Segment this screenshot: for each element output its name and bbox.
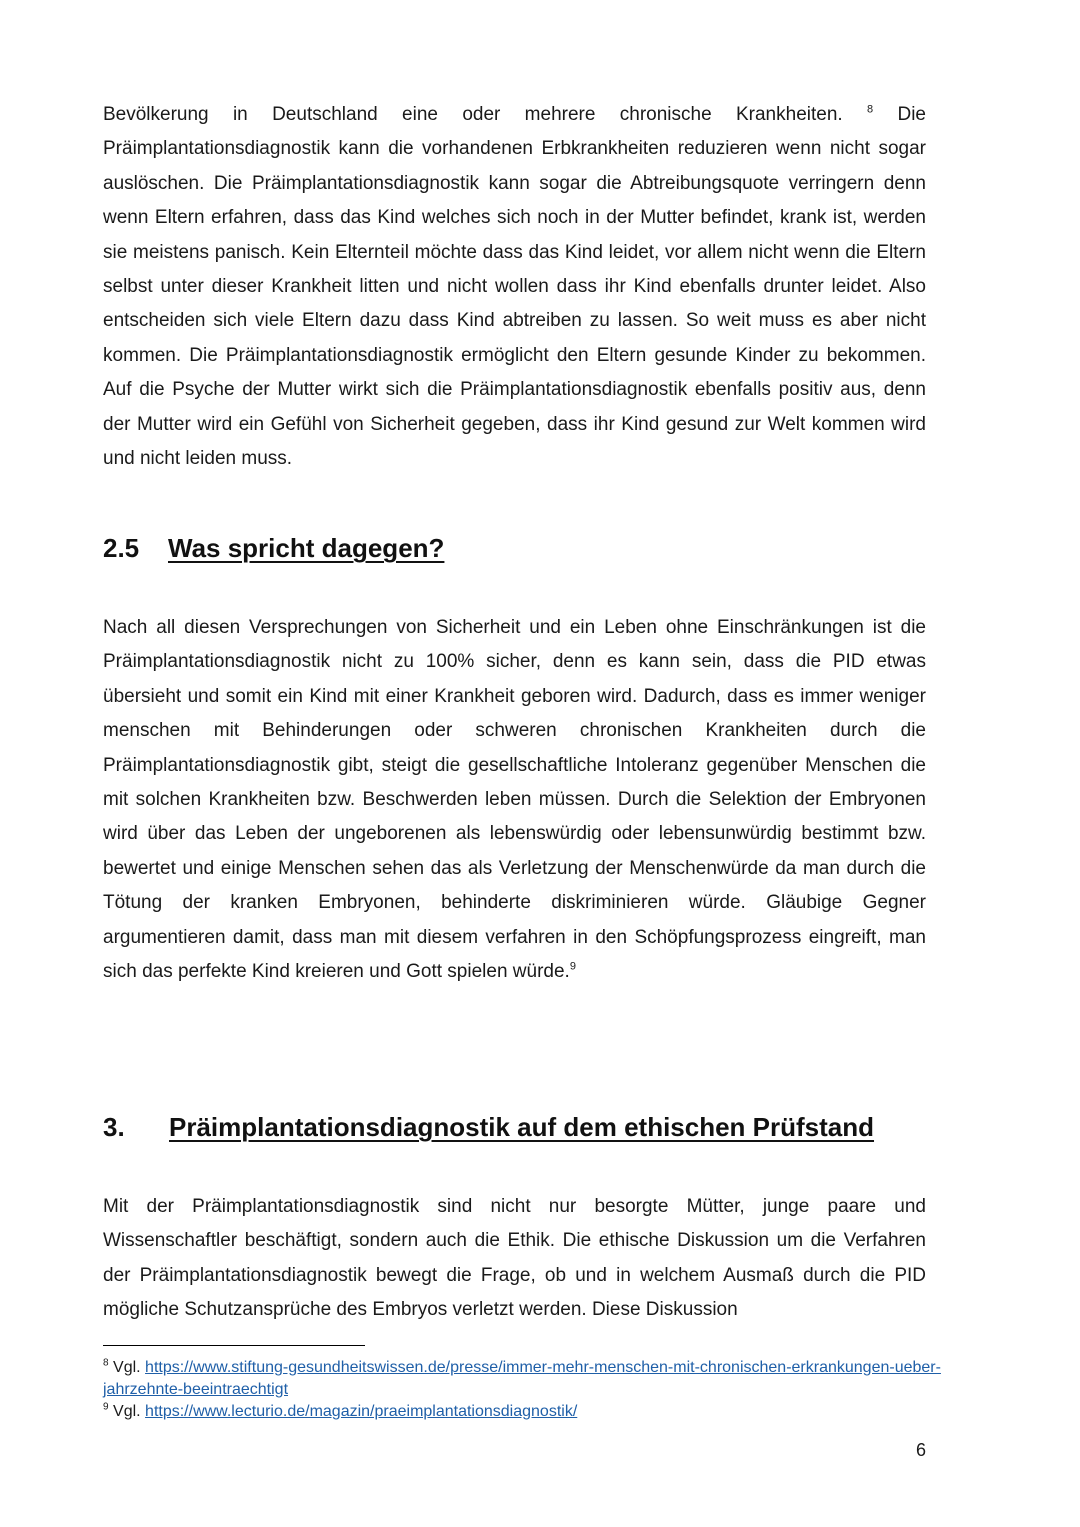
paragraph-text: Bevölkerung in Deutschland eine oder mehrere chronische Krankheiten.	[103, 104, 843, 125]
section-title: Was spricht dagegen?	[168, 533, 445, 563]
footnote-ref-8[interactable]: 8	[867, 103, 874, 116]
footnote-number: 8	[103, 1357, 109, 1369]
footnote-prefix: Vgl.	[113, 1403, 141, 1420]
footnote-divider	[103, 1345, 365, 1346]
paragraph-ethics	[103, 1190, 926, 1328]
footnote-prefix: Vgl.	[113, 1359, 141, 1376]
footnotes	[103, 1357, 963, 1423]
section-title: Präimplantationsdiagnostik auf dem ethischen Prüfstand	[169, 1112, 875, 1142]
paragraph-text: Nach all diesen Versprechungen von Sicherheit und ein Leben ohne Einschränkungen ist die Präimplantationsdiagnostik nicht zu 100% sicher, denn es kann sein, dass die PID etwas übersieht und somit ein Kind mit einer Krankheit geboren wird. Dadurch, dass es immer weniger menschen mit Behinderungen oder schweren chronischen Krankheiten durch die Präimplantationsdiagnostik gibt, steigt die gesellschaftliche Intoleranz gegenüber Menschen die mit solchen Krankheiten bzw. Beschwerden leben müssen. Durch die Selektion der Embryonen wird über das Leben der ungeborenen als lebenswürdig oder lebensunwürdig bestimmt bzw. bewertet und einige Menschen sehen das als Verletzung der Menschenwürde da man durch die Tötung der kranken Embryonen, behinderte diskriminieren würde. Gläubige Gegner argumentieren damit, dass man mit diesem verfahren in den Schöpfungsprozess eingreift, man sich das perfekte Kind kreieren und Gott spielen würde.	[103, 617, 926, 983]
footnote-9	[103, 1401, 963, 1423]
paragraph-text: Mit der Präimplantationsdiagnostik sind nicht nur besorgte Mütter, junge paare und Wissenschaftler beschäftigt, sondern auch die Ethik. Die ethische Diskussion um die Verfahren der Präimplantationsdiagnostik bewegt die Frage, ob und in welchem Ausmaß durch die PID mögliche Schutzansprüche des Embryos verletzt werden. Diese Diskussion	[103, 1196, 926, 1321]
paragraph-against	[103, 611, 926, 989]
section-heading-3	[103, 1112, 874, 1143]
paragraph-benefits	[103, 98, 926, 476]
footnote-number: 9	[103, 1401, 109, 1413]
footnote-8	[103, 1357, 963, 1401]
section-number: 3.	[103, 1112, 125, 1142]
footnote-link[interactable]: https://www.stiftung-gesundheitswissen.de/presse/immer-mehr-menschen-mit-chronischen-erkrankungen-ueber-jahrzehnte-beeintraechtigt	[103, 1359, 941, 1398]
paragraph-text: Die Präimplantationsdiagnostik kann die vorhandenen Erbkrankheiten reduzieren wenn nicht sogar auslöschen. Die Präimplantationsdiagnostik kann sogar die Abtreibungsquote verringern denn wenn Eltern erfahren, dass das Kind welches sich noch in der Mutter befindet, krank ist, werden sie meistens panisch. Kein Elternteil möchte dass das Kind leidet, vor allem nicht wenn die Eltern selbst unter dieser Krankheit litten und nicht wollen dass ihr Kind ebenfalls drunter leidet. Also entscheiden sich viele Eltern dazu dass Kind abtreiben zu lassen. So weit muss es aber nicht kommen. Die Präimplantationsdiagnostik ermöglicht den Eltern gesunde Kinder zu bekommen. Auf die Psyche der Mutter wirkt sich die Präimplantationsdiagnostik ebenfalls positiv aus, denn der Mutter wird ein Gefühl von Sicherheit gegeben, dass ihr Kind gesund zur Welt kommen wird und nicht leiden muss.	[103, 104, 926, 470]
page-number: 6	[915, 1440, 926, 1460]
footnote-ref-9[interactable]: 9	[569, 960, 576, 973]
section-number: 2.5	[103, 533, 140, 563]
section-heading-2-5	[103, 533, 444, 564]
footnote-link[interactable]: https://www.lecturio.de/magazin/praeimplantationsdiagnostik/	[145, 1403, 578, 1420]
